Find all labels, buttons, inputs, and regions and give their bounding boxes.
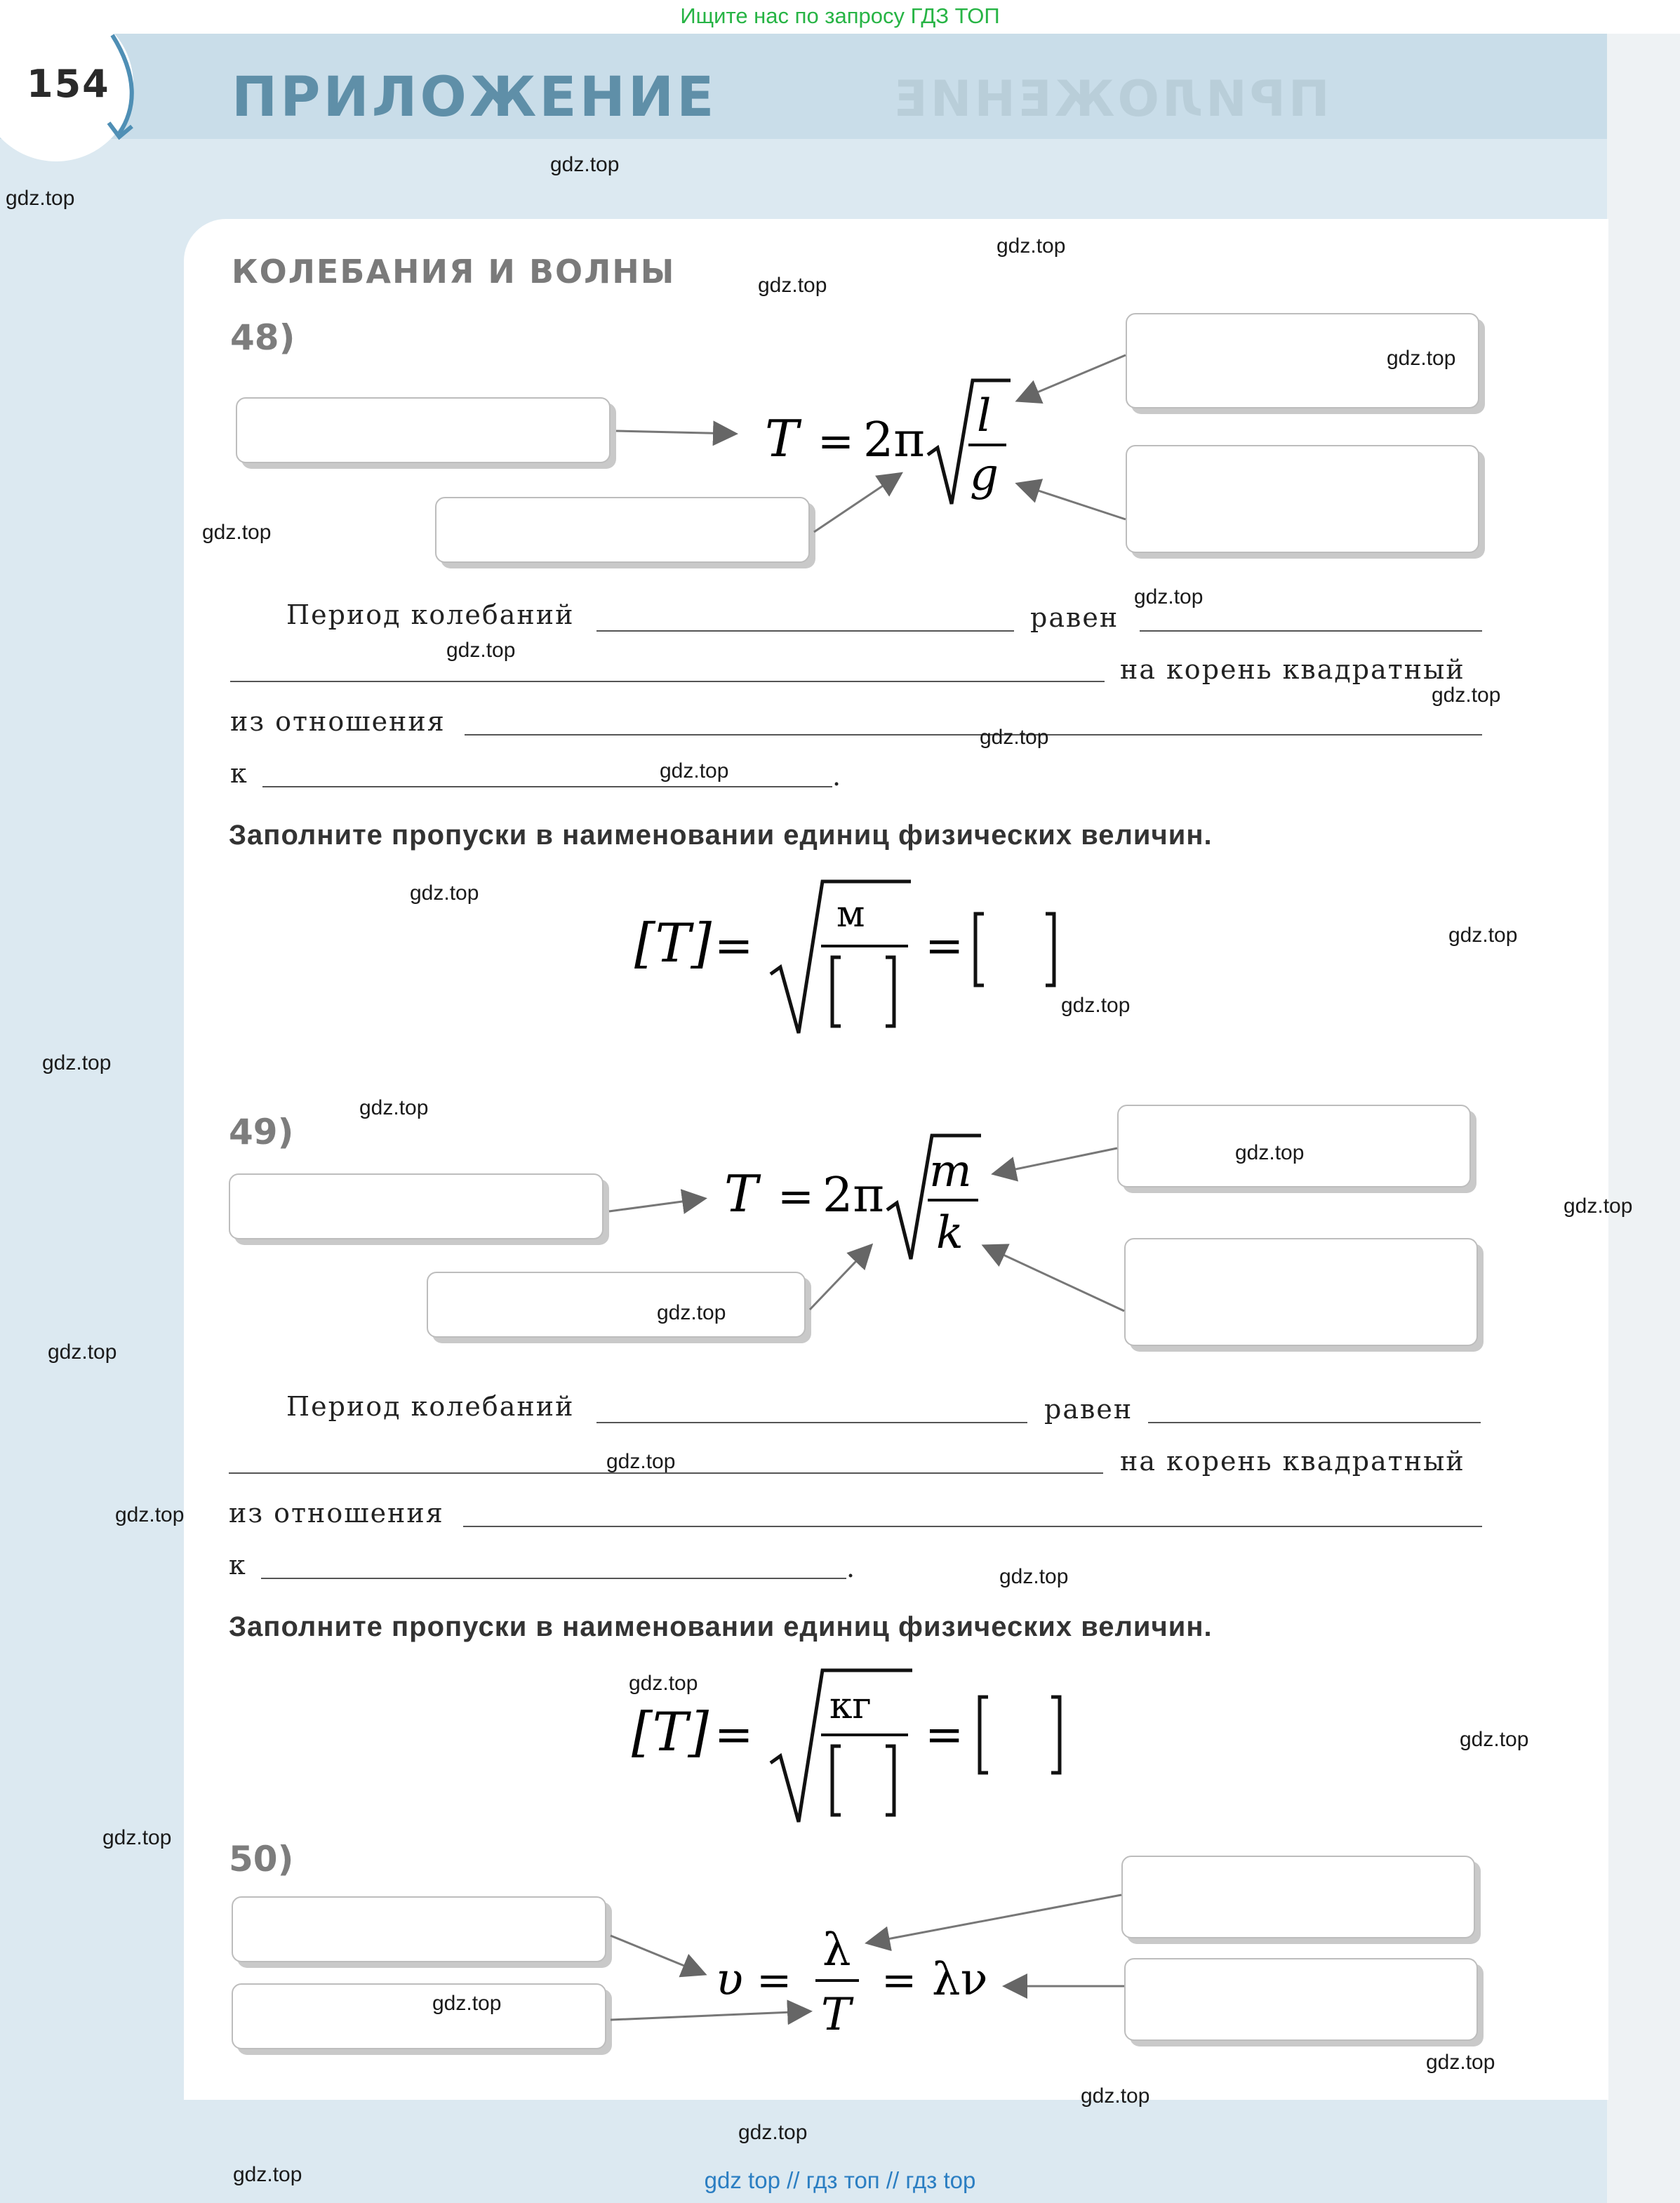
footer-links[interactable]: gdz top // гдз топ // гдз top bbox=[704, 2167, 976, 2193]
task-49-text-root: на корень квадратный bbox=[1120, 1446, 1465, 1477]
watermark: gdz.top bbox=[1235, 1141, 1305, 1164]
watermark: gdz.top bbox=[202, 521, 272, 544]
task-48-text-to: к bbox=[230, 758, 248, 789]
units-eq1: = bbox=[714, 1708, 754, 1762]
watermark: gdz.top bbox=[1134, 585, 1204, 608]
watermark: gdz.top bbox=[999, 1565, 1069, 1588]
task-49-text-to: к bbox=[229, 1550, 247, 1580]
units-eq2: = bbox=[925, 919, 964, 973]
units-lhs: [T] bbox=[632, 1700, 709, 1763]
watermark: gdz.top bbox=[550, 153, 620, 176]
task-48-number: 48) bbox=[230, 317, 295, 358]
formula-den: g bbox=[970, 449, 999, 501]
watermark: gdz.top bbox=[42, 1051, 112, 1074]
section-title: ПРИЛОЖЕНИЕ bbox=[232, 66, 717, 129]
formula-lhs: T bbox=[724, 1164, 759, 1223]
watermark: gdz.top bbox=[1061, 994, 1131, 1017]
watermark: gdz.top bbox=[980, 726, 1049, 749]
task-49-text-start: Период колебаний bbox=[286, 1391, 575, 1422]
task-49-instruction: Заполните пропуски в наименовании единиц физических величин. bbox=[229, 1611, 1213, 1642]
watermark: gdz.top bbox=[359, 1096, 429, 1119]
formula-eq: = bbox=[778, 1171, 814, 1222]
task-49-number: 49) bbox=[229, 1112, 294, 1152]
formula-den: T bbox=[821, 1989, 851, 2041]
watermark: gdz.top bbox=[1432, 684, 1501, 707]
task-49-text-equals: равен bbox=[1044, 1394, 1133, 1425]
formula-eq: = bbox=[756, 1956, 792, 2005]
topic-heading: КОЛЕБАНИЯ И ВОЛНЫ bbox=[232, 253, 676, 291]
formula-eq: = bbox=[818, 415, 854, 467]
watermark: gdz.top bbox=[738, 2121, 808, 2144]
task-48-text-root: на корень квадратный bbox=[1120, 654, 1465, 685]
watermark: gdz.top bbox=[996, 234, 1066, 258]
formula-coef: 2π bbox=[822, 1168, 884, 1223]
task-48-text-end: . bbox=[832, 761, 843, 792]
watermark: gdz.top bbox=[657, 1301, 726, 1324]
bleed-through-title: ПРИЛОЖЕНИЕ bbox=[891, 70, 1330, 128]
units-lhs: [T] bbox=[634, 912, 712, 974]
watermark: gdz.top bbox=[629, 1672, 698, 1695]
formula-num: l bbox=[977, 390, 992, 442]
units-num: м bbox=[836, 893, 865, 936]
formula-den: k bbox=[936, 1207, 964, 1259]
units-eq1: = bbox=[714, 919, 754, 973]
watermark: gdz.top bbox=[758, 274, 827, 297]
watermark: gdz.top bbox=[432, 1992, 502, 2015]
watermark: gdz.top bbox=[1387, 347, 1456, 370]
watermark: gdz.top bbox=[660, 759, 729, 783]
formula-rhs: λν bbox=[932, 1954, 988, 2006]
task-50-number: 50) bbox=[229, 1839, 294, 1879]
formula-lhs: υ bbox=[716, 1954, 743, 2006]
watermark: gdz.top bbox=[6, 187, 75, 210]
task-48-text-start: Период колебаний bbox=[286, 599, 575, 630]
formula-eq2: = bbox=[881, 1956, 917, 2005]
watermark: gdz.top bbox=[48, 1340, 117, 1364]
watermark: gdz.top bbox=[1426, 2051, 1495, 2074]
watermark: gdz.top bbox=[1564, 1194, 1633, 1218]
formula-coef: 2π bbox=[863, 413, 925, 468]
watermark: gdz.top bbox=[1448, 924, 1518, 947]
page-number: 154 bbox=[27, 62, 110, 106]
task-48-instruction: Заполните пропуски в наименовании единиц физических величин. bbox=[229, 820, 1213, 851]
watermark: gdz.top bbox=[115, 1503, 185, 1526]
watermark: gdz.top bbox=[446, 639, 516, 662]
formula-lhs: T bbox=[765, 409, 799, 468]
watermark: gdz.top bbox=[1081, 2084, 1150, 2108]
units-num: кг bbox=[829, 1685, 872, 1727]
watermark: gdz.top bbox=[606, 1450, 676, 1473]
units-eq2: = bbox=[925, 1708, 964, 1762]
task-49-text-ratio: из отношения bbox=[229, 1498, 444, 1529]
top-banner: Ищите нас по запросу ГДЗ ТОП bbox=[0, 0, 1680, 34]
watermark: gdz.top bbox=[410, 881, 479, 905]
watermark: gdz.top bbox=[233, 2163, 302, 2186]
watermark: gdz.top bbox=[1460, 1728, 1529, 1751]
task-48-text-equals: равен bbox=[1030, 602, 1119, 633]
formula-num: λ bbox=[822, 1924, 851, 1976]
task-48-text-ratio: из отношения bbox=[230, 706, 446, 737]
formula-num: m bbox=[929, 1145, 972, 1197]
task-49-text-end: . bbox=[846, 1552, 857, 1583]
watermark: gdz.top bbox=[102, 1826, 172, 1849]
